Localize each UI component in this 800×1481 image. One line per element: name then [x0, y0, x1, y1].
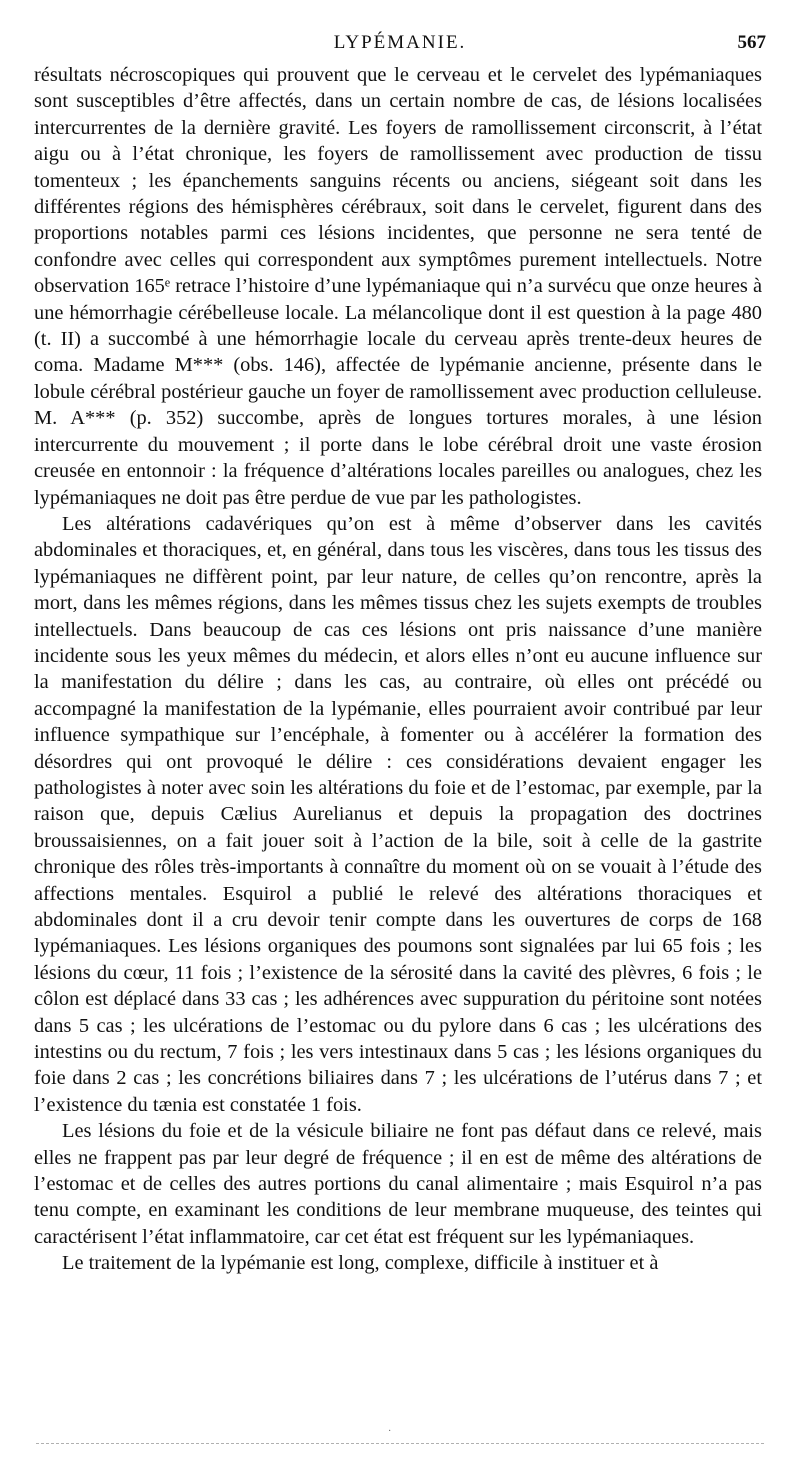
- running-header: [34, 32, 766, 60]
- footer-rule: [36, 1443, 764, 1444]
- paragraph-liver-lesions: Les lésions du foie et de la vésicule biliaire ne font pas défaut dans ce relevé, mais elles ne frappent pas par leur degré de fréquence ; il en est de même des altérations de l’estomac et de celles des autres portions du canal alimentaire ; mais Esquirol n’a pas tenu compte, en examinant les conditions de leur membrane muqueuse, des teintes qui caractérisent l’état inflammatoire, car cet état est fréquent sur les lypémaniaques.: [34, 1120, 762, 1248]
- paragraph-continued: résultats nécroscopiques qui prouvent que le cerveau et le cervelet des lypémaniaques sont susceptibles d’être affectés, dans un certain nombre de cas, de lésions localisées intercurrentes de la dernière gravité. Les foyers de ramollissement circonscrit, à l’état aigu ou à l’état chronique, les foyers de ramollissement avec production de tissu tomenteux ; les épanchements sanguins récents ou anciens, siégeant soit dans les différentes régions des hémisphères cérébraux, soit dans le cervelet, figurent dans des proportions notables parmi ces lésions incidentes, que personne ne sera tenté de confondre avec celles qui correspondent aux symptômes purement intellectuels. Notre observation 165ᵉ retrace l’histoire d’une lypémaniaque qui n’a survécu que onze heures à une hémorrhagie cérébelleuse locale. La mélancolique dont il est question à la page 480 (t. II) a succombé à une hémorrhagie locale du cerveau après trente-deux heures de coma. Madame M*** (obs. 146), affectée de lypémanie ancienne, présente dans le lobule cérébral postérieur gauche un foyer de ramollissement avec production celluleuse. M. A*** (p. 352) succombe, après de longues tortures morales, à une lésion intercurrente du mouvement ; il porte dans le lobe cérébral droit une vaste érosion creusée en entonnoir : la fréquence d’altérations locales pareilles ou analogues, chez les lypémaniaques ne doit pas être perdue de vue par les pathologistes.: [34, 64, 762, 509]
- body-text: [34, 62, 762, 1277]
- paragraph-treatment: Le traitement de la lypémanie est long, complexe, difficile à instituer et à: [62, 1252, 659, 1275]
- page-number: 567: [737, 32, 766, 53]
- running-title: LYPÉMANIE.: [333, 32, 467, 53]
- footer-mark: ·: [388, 1426, 392, 1437]
- paragraph-cadaveric-alterations: Les altérations cadavériques qu’on est à même d’observer dans les cavités abdominales et thoraciques, et, en général, dans tous les viscères, dans tous les tissus des lypémaniaques ne diffèrent point, par leur nature, de celles qu’on rencontre, après la mort, dans les mêmes régions, dans les mêmes tissus chez les sujets exempts de troubles intellectuels. Dans beaucoup de cas ces lésions ont pris naissance d’une manière incidente sous les yeux mêmes du médecin, et alors elles n’ont eu aucune influence sur la manifestation du délire ; dans les cas, au contraire, où elles ont précédé ou accompagné la manifestation de la lypémanie, elles pourraient avoir contribué par leur influence sympathique sur l’encéphale, à fomenter ou à accélérer la formation des désordres qui ont provoqué le délire : ces considérations devaient engager les pathologistes à noter avec soin les altérations du foie et de l’estomac, par exemple, par la raison que, depuis Cælius Aurelianus et depuis la propagation des doctrines broussaisiennes, on a fait jouer soit à l’action de la bile, soit à celle de la gastrite chronique des rôles très-importants à connaître du moment où on se vouait à l’étude des affections mentales. Esquirol a publié le relevé des altérations thoraciques et abdominales dont il a cru devoir tenir compte dans les ouvertures de corps de 168 lypémaniaques. Les lésions organiques des poumons sont signalées par lui 65 fois ; les lésions du cœur, 11 fois ; l’existence de la sérosité dans la cavité des plèvres, 6 fois ; le côlon est déplacé dans 33 cas ; les adhérences avec suppuration du péritoine sont notées dans 5 cas ; les ulcérations de l’estomac ou du pylore dans 6 cas ; les ulcérations des intestins ou du rectum, 7 fois ; les vers intestinaux dans 5 cas ; les lésions organiques du foie dans 2 cas ; les concrétions biliaires dans 7 ; les ulcérations de l’utérus dans 7 ; et l’existence du tænia est constatée 1 fois.: [34, 512, 762, 1116]
